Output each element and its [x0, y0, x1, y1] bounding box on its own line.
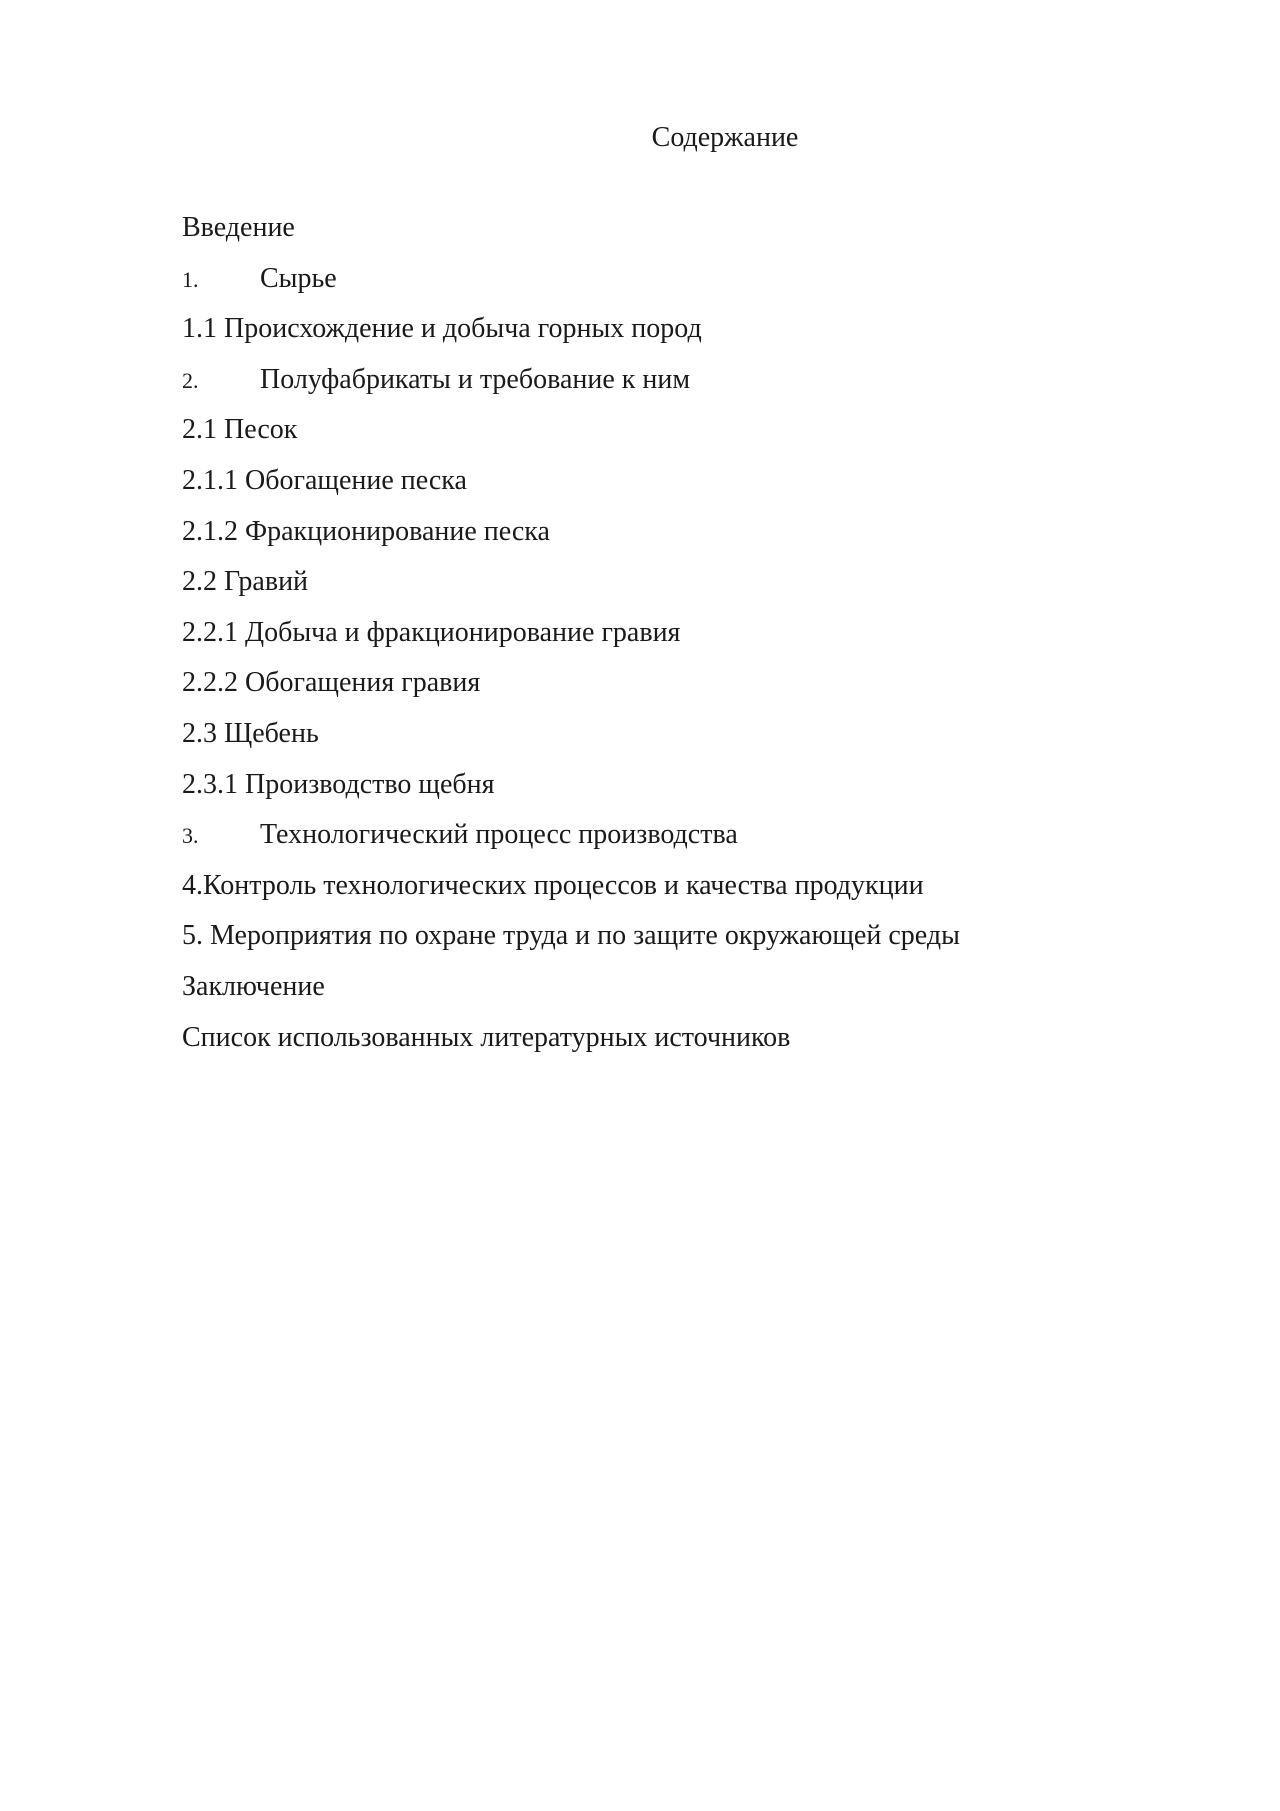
toc-item-label: Заключение	[182, 970, 325, 1002]
toc-item-crushed-stone	[182, 716, 1182, 752]
toc-item-references	[182, 1020, 1182, 1056]
toc-item-gravel	[182, 564, 1182, 600]
toc-item-label: 2.3 Щебень	[182, 717, 319, 749]
toc-item-sand	[182, 412, 1182, 448]
toc-item-crushed-stone-production	[182, 767, 1182, 803]
toc-item-label: 4.Контроль технологических процессов и качества продукции	[182, 869, 924, 901]
toc-item-gravel-enrichment	[182, 665, 1182, 701]
toc-item-sand-enrichment	[182, 463, 1182, 499]
toc-item-sand-fractionation	[182, 514, 1182, 550]
toc-item-label: 2.2.1 Добыча и фракционирование гравия	[182, 616, 681, 648]
toc-item-label: Введение	[182, 212, 295, 243]
toc-item-quality-control	[182, 868, 1182, 904]
toc-item-introduction	[182, 210, 1182, 246]
toc-item-label: Полуфабрикаты и требование к ним	[260, 363, 691, 395]
toc-item-label: 2.2.2 Обогащения гравия	[182, 667, 481, 699]
toc-item-semi-products	[182, 362, 1182, 398]
toc-item-label: 2.1.1 Обогащение песка	[182, 464, 467, 496]
toc-item-conclusion	[182, 969, 1182, 1005]
toc-item-number: 2.	[182, 367, 199, 393]
toc-item-number: 1.	[182, 266, 199, 292]
toc-item-label: Сырье	[260, 262, 337, 294]
toc-item-technological-process	[182, 817, 1182, 853]
toc-item-label: 2.1.2 Фракционирование песка	[182, 515, 550, 547]
toc-item-label: 2.3.1 Производство щебня	[182, 768, 495, 800]
table-of-contents	[182, 210, 1182, 1070]
toc-item-origin-mining	[182, 311, 1182, 347]
toc-item-label: 1.1 Происхождение и добыча горных пород	[182, 313, 702, 345]
toc-item-label: 5. Мероприятия по охране труда и по защите окружающей среды	[182, 920, 960, 952]
toc-item-label: Список использованных литературных источников	[182, 1021, 791, 1053]
toc-item-label: 2.1 Песок	[182, 414, 298, 446]
page-title: Содержание	[651, 122, 799, 153]
toc-item-label: Технологический процесс производства	[260, 819, 738, 851]
toc-item-label: 2.2 Гравий	[182, 566, 309, 598]
toc-item-gravel-mining	[182, 615, 1182, 651]
toc-item-raw-materials	[182, 261, 1182, 297]
toc-item-number: 3.	[182, 823, 199, 849]
toc-item-labor-protection	[182, 918, 1182, 954]
